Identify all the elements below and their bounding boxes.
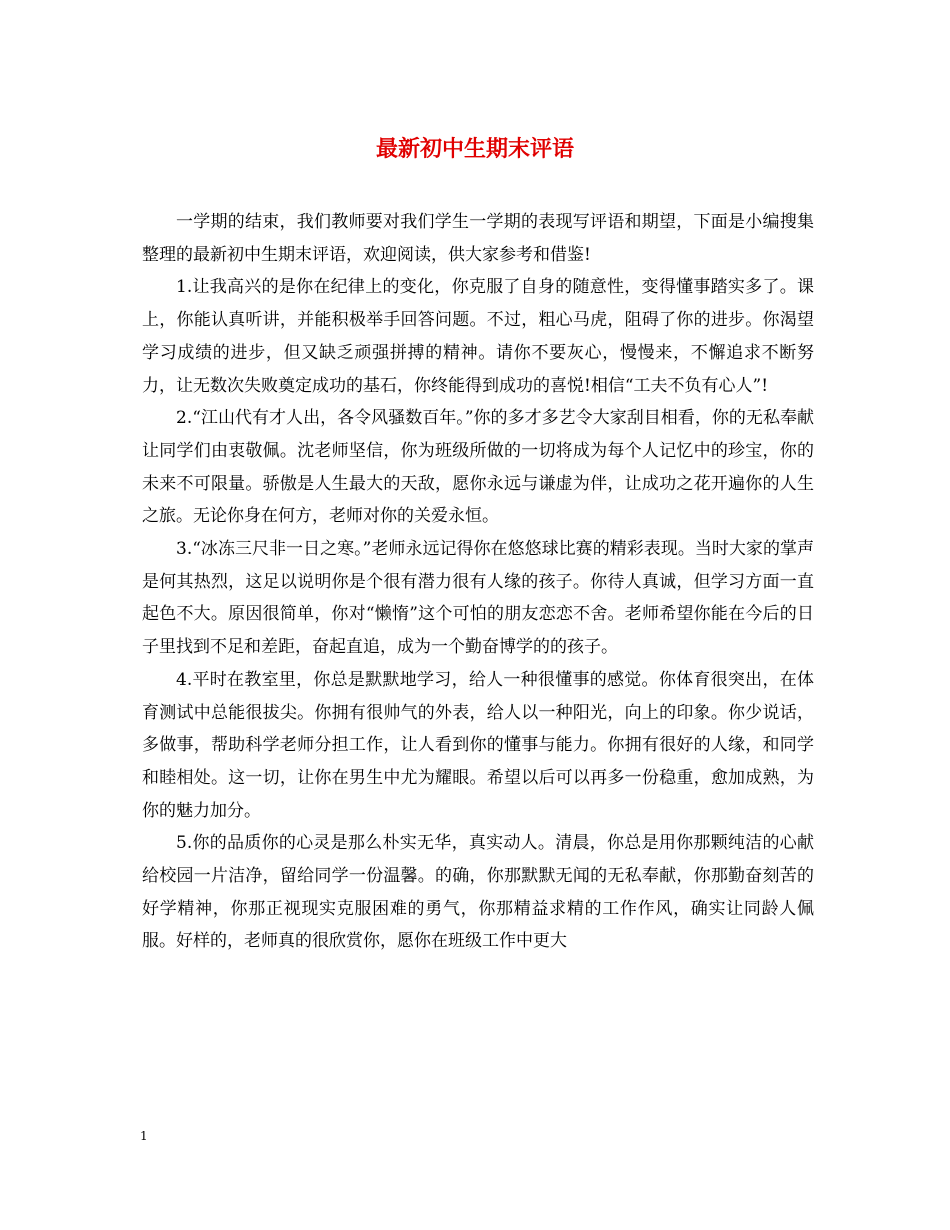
paragraph-comment-4: 4.平时在教室里，你总是默默地学习，给人一种很懂事的感觉。你体育很突出，在体育测试中总能很拔尖。你拥有很帅气的外表，给人以一种阳光，向上的印象。你少说话，多做事，帮助科学老师分担工作，让人看到你的懂事与能力。你拥有很好的人缘，和同学和睦相处。这一切，让你在男生中尤为耀眼。希望以后可以再多一份稳重，愈加成熟，为你的魅力加分。 (142, 669, 814, 821)
document-body (142, 206, 814, 958)
page-number: 1 (140, 1129, 148, 1143)
paragraph-comment-1: 1.让我高兴的是你在纪律上的变化，你克服了自身的随意性，变得懂事踏实多了。课上，你能认真听讲，并能积极举手回答问题。不过，粗心马虎，阻碍了你的进步。你渴望学习成绩的进步，但又缺乏顽强拼搏的精神。请你不要灰心，慢慢来，不懈追求不断努力，让无数次失败奠定成功的基石，你终能得到成功的喜悦!相信“工夫不负有心人”! (142, 277, 814, 396)
paragraph-comment-5: 5.你的品质你的心灵是那么朴实无华，真实动人。清晨，你总是用你那颗纯洁的心献给校园一片洁净，留给同学一份温馨。的确，你那默默无闻的无私奉献，你那勤奋刻苦的好学精神，你那正视现实克服困难的勇气，你那精益求精的工作作风，确实让同龄人佩服。好样的，老师真的很欣赏你，愿你在班级工作中更大 (142, 833, 814, 952)
document-title: 最新初中生期末评语 (375, 136, 574, 162)
paragraph-comment-2: 2.“江山代有才人出，各令风骚数百年。”你的多才多艺令大家刮目相看，你的无私奉献让同学们由衷敬佩。沈老师坚信，你为班级所做的一切将成为每个人记忆中的珍宝，你的未来不可限量。骄傲是人生最大的天敌，愿你永远与谦虚为伴，让成功之花开遍你的人生之旅。无论你身在何方，老师对你的关爱永恒。 (142, 408, 814, 527)
paragraph-comment-3: 3.“冰冻三尺非一日之寒。”老师永远记得你在悠悠球比赛的精彩表现。当时大家的掌声是何其热烈，这足以说明你是个很有潜力很有人缘的孩子。你待人真诚，但学习方面一直起色不大。原因很简单，你对“懒惰”这个可怕的朋友恋恋不舍。老师希望你能在今后的日子里找到不足和差距，奋起直追，成为一个勤奋博学的的孩子。 (142, 539, 814, 658)
paragraph-intro: 一学期的结束，我们教师要对我们学生一学期的表现写评语和期望，下面是小编搜集整理的最新初中生期末评语，欢迎阅读，供大家参考和借鉴! (142, 212, 814, 265)
